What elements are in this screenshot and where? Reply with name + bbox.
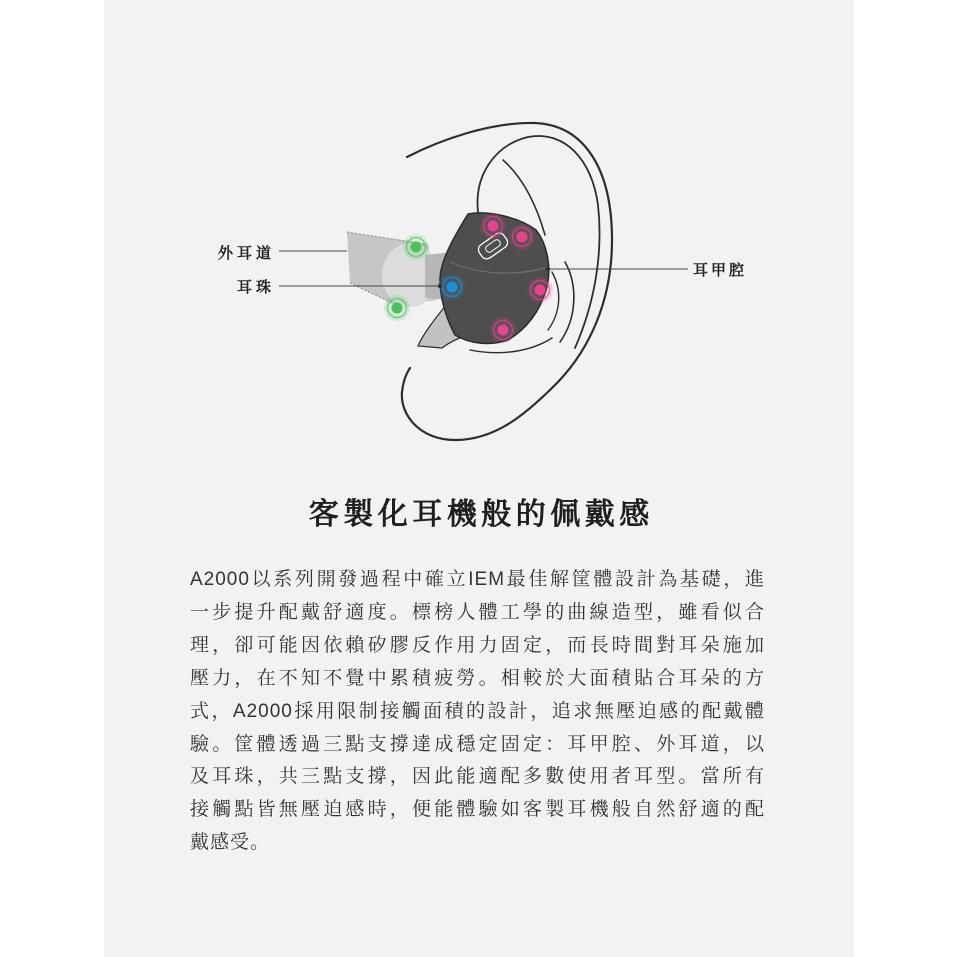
callout-label-concha: 耳甲腔	[693, 261, 748, 279]
contact-marker-concha-2	[509, 224, 535, 250]
section-heading: 客製化耳機般的佩戴感	[308, 497, 654, 532]
marker-core	[517, 232, 528, 243]
description-line: 理，卻可能因依賴矽膠反作用力固定，而長時間對耳朵施加	[190, 634, 765, 656]
contact-marker-concha-3	[527, 277, 553, 303]
contact-marker-ear-canal-upper	[403, 234, 429, 260]
description-line: 一步提升配戴舒適度。標榜人體工學的曲線造型，雖看似合	[190, 601, 765, 623]
marker-core	[411, 242, 422, 253]
marker-core	[392, 303, 403, 314]
callout-label-ear-canal: 外耳道	[218, 244, 276, 262]
ear-fit-illustration	[104, 0, 854, 460]
callout-dot-concha	[546, 267, 550, 271]
callout-label-tragus: 耳珠	[237, 278, 276, 296]
marker-core	[498, 325, 509, 336]
description-line: A2000以系列開發過程中確立IEM最佳解筐體設計為基礎，進	[190, 569, 765, 590]
marker-core	[535, 285, 546, 296]
contact-marker-tragus	[439, 274, 465, 300]
ear-antitragus-curve-inner	[548, 272, 559, 330]
content-panel	[104, 0, 854, 957]
description-line: 接觸點皆無壓迫感時，便能體驗如客製耳機般自然舒適的配	[190, 799, 765, 821]
contact-marker-concha-4	[490, 317, 516, 343]
description-line: 式，A2000採用限制接觸面積的設計，追求無壓迫感的配戴體	[190, 700, 765, 722]
contact-marker-concha-1	[480, 213, 506, 239]
contact-marker-ear-canal-lower	[384, 295, 410, 321]
ear-antitragus-curve-outer	[560, 262, 574, 342]
callout-dot-tragus	[438, 284, 442, 288]
description-line: 壓力，在不知不覺中累積疲勞。相較於大面積貼合耳朵的方	[190, 667, 765, 689]
description-paragraph	[190, 564, 765, 860]
description-line: 驗。筐體透過三點支撐達成穩定固定：耳甲腔、外耳道，以	[190, 733, 765, 755]
description-line: 戴感受。	[190, 832, 271, 854]
marker-core	[447, 282, 458, 293]
description-line: 及耳珠，共三點支撐，因此能適配多數使用者耳型。當所有	[190, 766, 765, 788]
marker-core	[488, 221, 499, 232]
